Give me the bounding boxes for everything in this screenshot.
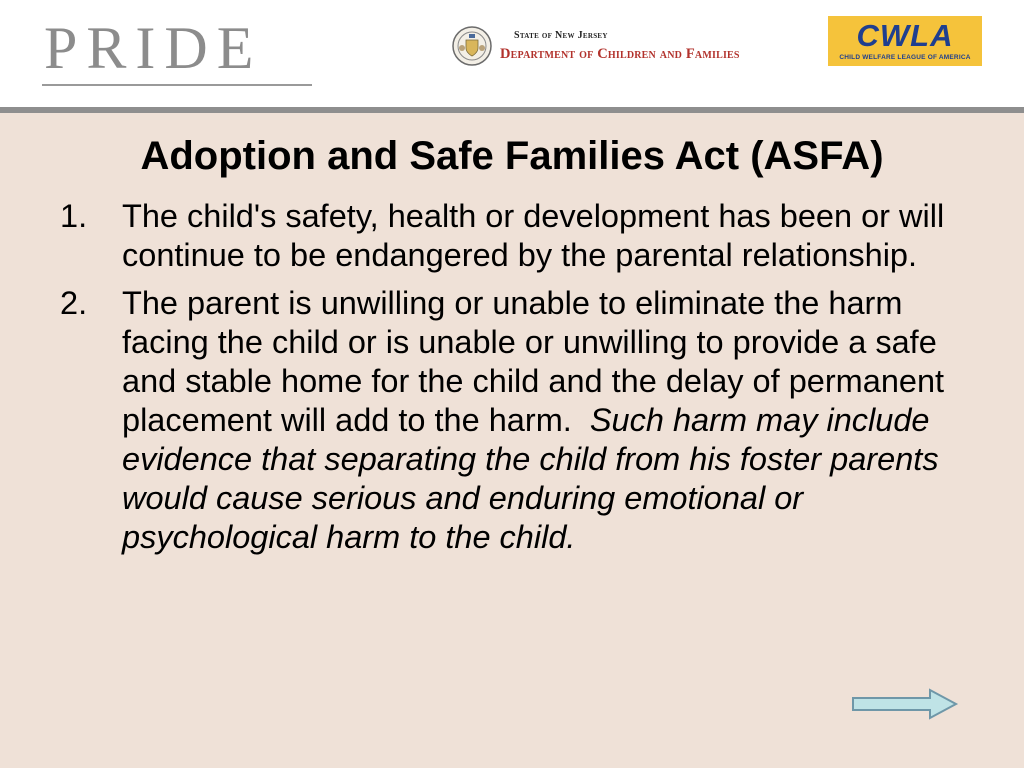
cwla-logo-text: CWLA [856, 18, 954, 53]
list-item [60, 197, 980, 275]
nj-state-seal-icon [452, 26, 492, 66]
slide-title: Adoption and Safe Families Act (ASFA) [140, 134, 884, 178]
list-item-text: The child's safety, health or development has been or will continue to be endangered by the parental relationship. [122, 198, 945, 273]
cwla-logo [828, 16, 982, 66]
list-item-emphasis: Such harm may include evidence that separating the child from his foster parents would cause serious and enduring emotional or psychological harm to the child. [122, 402, 939, 555]
header-bar [0, 0, 1024, 107]
slide-body [0, 113, 1024, 768]
dcf-department-text: Department of Children and Families [500, 46, 740, 62]
pride-logo [40, 14, 315, 90]
cwla-subtitle-text: CHILD WELFARE LEAGUE OF AMERICA [839, 54, 971, 61]
list-item-number: 1. [60, 198, 88, 234]
list-item [60, 284, 980, 557]
criteria-list [60, 197, 980, 566]
right-arrow-icon[interactable] [850, 687, 960, 721]
list-item-text: The parent is unwilling or unable to eliminate the harm facing the child or is unable or unwilling to provide a safe and stable home for the child and the delay of permanent placement will add to the harm. [122, 285, 945, 438]
dcf-logo [500, 30, 820, 70]
list-item-number: 2. [60, 285, 88, 321]
pride-logo-rule [42, 84, 312, 86]
pride-logo-text: PRIDE [44, 15, 263, 81]
dcf-state-text: State of New Jersey [514, 30, 608, 41]
